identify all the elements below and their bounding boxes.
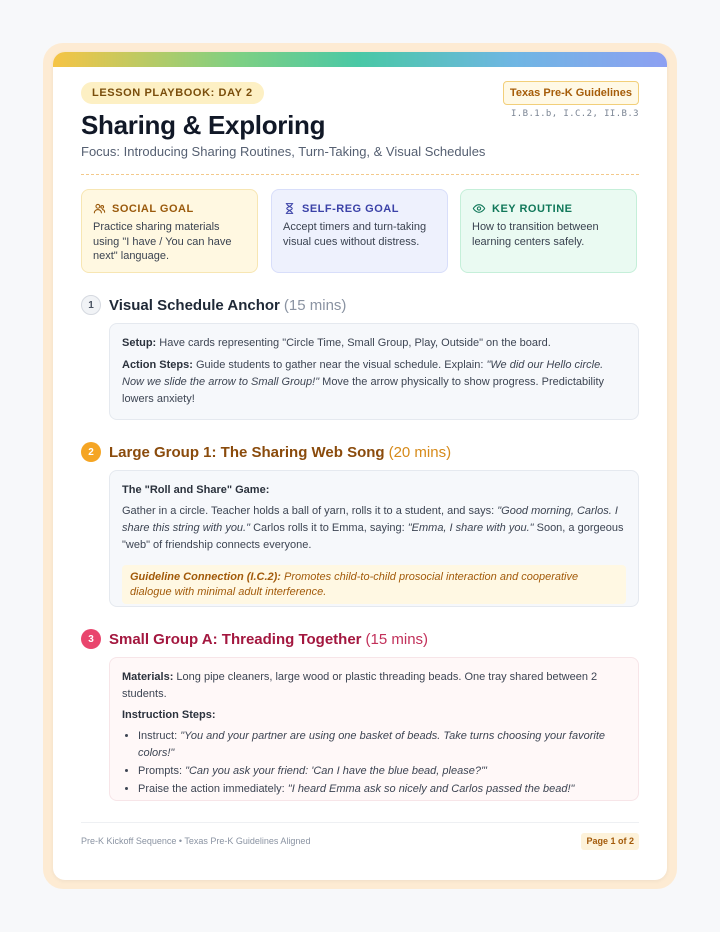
instruction-list [122, 728, 626, 798]
action-steps-text: Guide students to gather near the visual schedule. Explain: [195, 359, 484, 371]
materials-text: Long pipe cleaners, large wood or plastic threading beads. One tray shared between 2 students. [122, 671, 598, 700]
section-number: 1 [81, 295, 101, 315]
callout-label: Guideline Connection (I.C.2): [130, 571, 281, 583]
rainbow-header-bar [53, 52, 667, 67]
section-2-header [81, 442, 451, 462]
guideline-codes: I.B.1.b, I.C.2, II.B.3 [510, 109, 639, 119]
section-title: Large Group 1: The Sharing Web Song [109, 443, 385, 461]
item-quote: "I heard Emma ask so nicely and Carlos passed the bead!" [287, 783, 575, 795]
list-item [138, 763, 626, 780]
action-steps-label: Action Steps: [122, 359, 193, 371]
lesson-sheet [53, 52, 667, 880]
lesson-badge: LESSON PLAYBOOK: DAY 2 [81, 82, 264, 104]
section-1-card [109, 323, 639, 420]
item-lead: Prompts: [138, 765, 183, 777]
eye-icon [472, 202, 486, 215]
instruction-label: Instruction Steps: [122, 709, 216, 721]
social-goal-card [81, 189, 258, 273]
social-goal-label: SOCIAL GOAL [112, 202, 194, 215]
section-number: 2 [81, 442, 101, 462]
action-steps-text-2: Move the arrow physically to show progress. Predictability lowers anxiety! [122, 376, 604, 405]
game-body-2: Carlos rolls it to Emma, saying: [253, 522, 405, 534]
self-reg-goal-label: SELF-REG GOAL [302, 202, 399, 215]
section-duration: (15 mins) [365, 630, 429, 648]
footer-divider [81, 822, 639, 823]
people-icon [93, 202, 106, 215]
game-body-3: Soon, a gorgeous "web" of friendship connects everyone. [122, 522, 624, 551]
section-3-header [81, 629, 428, 649]
key-routine-text: How to transition between learning centers safely. [472, 221, 599, 248]
key-routine-label: KEY ROUTINE [492, 202, 573, 215]
callout-text: Promotes child-to-child prosocial interaction and cooperative dialogue with minimal adult interference. [130, 571, 579, 598]
game-body: Gather in a circle. Teacher holds a ball of yarn, rolls it to a student, and says: [122, 505, 495, 517]
key-routine-card [460, 189, 637, 273]
list-item [138, 728, 626, 762]
dashed-divider [81, 174, 639, 175]
setup-label: Setup: [122, 337, 157, 349]
section-2-card [109, 470, 639, 607]
footer-text: Pre-K Kickoff Sequence • Texas Pre-K Guidelines Aligned [81, 836, 311, 846]
section-duration: (20 mins) [388, 443, 452, 461]
social-goal-text: Practice sharing materials using "I have / You can have next" language. [93, 221, 232, 262]
action-steps-quote: "We did our Hello circle. Now we slide the arrow to Small Group!" [122, 359, 604, 388]
game-quote-2: "Emma, I share with you." [407, 522, 534, 534]
self-reg-goal-card [271, 189, 448, 273]
hourglass-icon [283, 202, 296, 215]
list-item [138, 781, 626, 798]
guideline-callout [122, 565, 626, 604]
game-label: The "Roll and Share" Game: [122, 484, 270, 496]
guidelines-label: Texas Pre-K Guidelines [503, 81, 639, 105]
page-title: Sharing & Exploring [81, 110, 326, 140]
section-title: Small Group A: Threading Together [109, 630, 362, 648]
item-quote: "Can you ask your friend: 'Can I have the blue bead, please?'" [185, 765, 487, 777]
materials-label: Materials: [122, 671, 174, 683]
page-number-badge: Page 1 of 2 [581, 833, 639, 850]
section-title: Visual Schedule Anchor [109, 296, 280, 314]
section-number: 3 [81, 629, 101, 649]
section-1-header [81, 295, 346, 315]
focus-line: Focus: Introducing Sharing Routines, Turn-Taking, & Visual Schedules [81, 144, 486, 159]
self-reg-goal-text: Accept timers and turn-taking visual cues without distress. [283, 221, 427, 248]
section-3-card [109, 657, 639, 801]
item-quote: "You and your partner are using one basket of beads. Take turns choosing your favorite colors!" [138, 730, 606, 759]
section-duration: (15 mins) [283, 296, 347, 314]
item-lead: Praise the action immediately: [138, 783, 285, 795]
setup-text: Have cards representing "Circle Time, Small Group, Play, Outside" on the board. [159, 337, 551, 349]
item-lead: Instruct: [138, 730, 178, 742]
game-quote-1: "Good morning, Carlos. I share this string with you." [122, 505, 618, 534]
